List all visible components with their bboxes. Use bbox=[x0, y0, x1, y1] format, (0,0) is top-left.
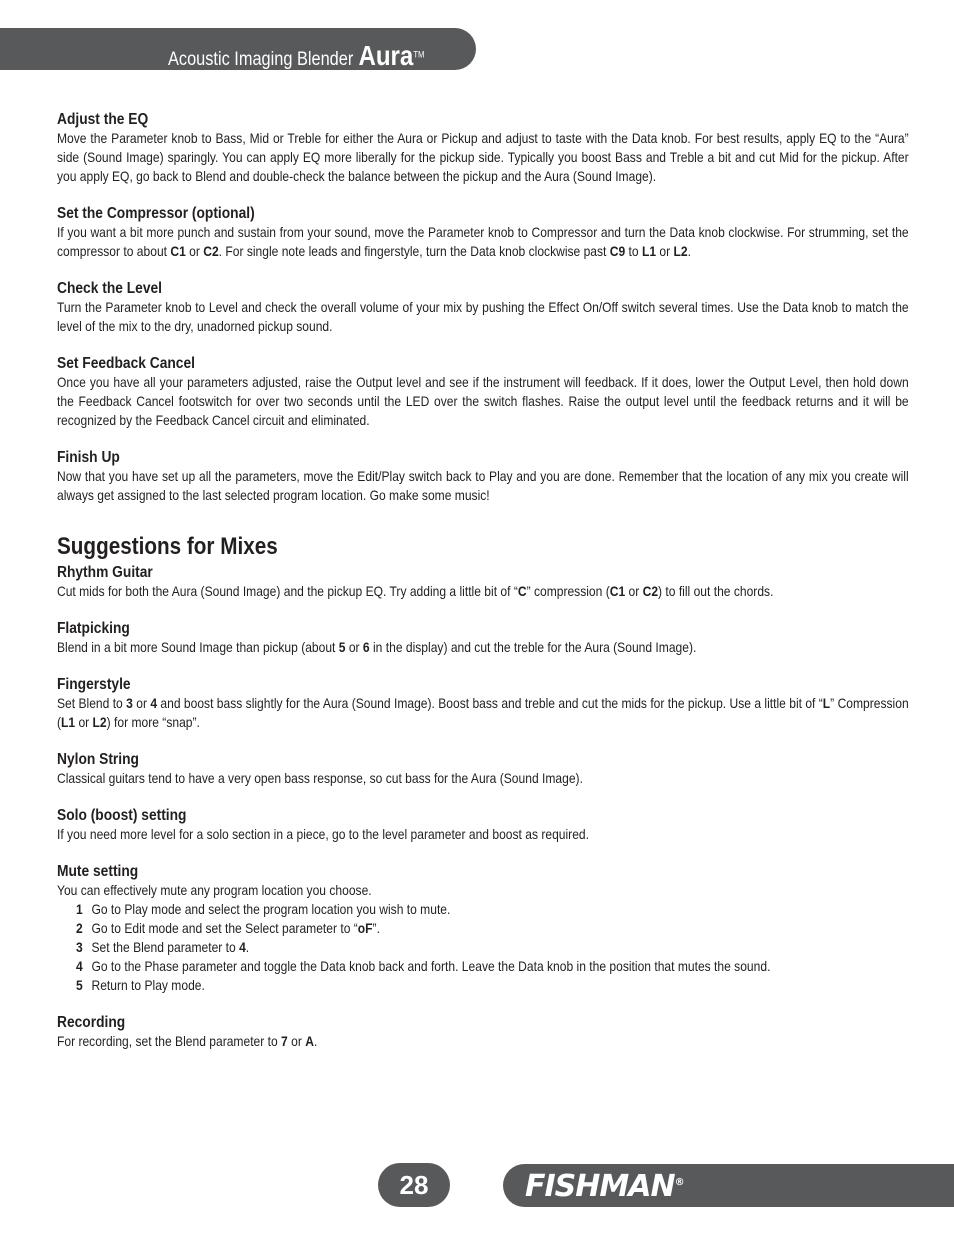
bold-value: L bbox=[822, 695, 831, 711]
bold-value: L1 bbox=[61, 714, 76, 730]
section-solo-boost-setting bbox=[57, 806, 909, 844]
text-run: Move the Parameter knob to Bass, Mid or Treble for either the Aura or Pickup and adjust to taste with the Data knob. For best results, apply EQ to the “Aura” side (Sound Image) sparingly. You can apply EQ more liberally for the pickup side. Typically you boost Bass and Treble a bit and cut Mid for the pickup. After you apply EQ, go back to Blend and double-check the balance between the pickup and the Aura (Sound Image). bbox=[57, 130, 909, 184]
text-run: . For single note leads and fingerstyle, turn the Data knob clockwise past bbox=[218, 243, 610, 259]
page-number: 28 bbox=[378, 1163, 450, 1207]
text-run: Set the Blend parameter to bbox=[91, 939, 240, 955]
section-title: Recording bbox=[57, 1014, 126, 1031]
step-number: 4 bbox=[75, 958, 83, 974]
text-run: ) to fill out the chords. bbox=[658, 583, 774, 599]
section-rhythm-guitar bbox=[57, 563, 909, 601]
bold-value: 4 bbox=[150, 695, 158, 711]
text-run: ” compression ( bbox=[526, 583, 610, 599]
mix-sections bbox=[57, 563, 909, 1051]
step-number: 2 bbox=[75, 920, 83, 936]
step-number: 3 bbox=[75, 939, 83, 955]
text-run: If you need more level for a solo section in a piece, go to the level parameter and boost as required. bbox=[57, 826, 589, 842]
text-run: or bbox=[345, 639, 363, 655]
bold-value: oF bbox=[357, 920, 373, 936]
text-run: . bbox=[245, 939, 250, 955]
section-set-feedback-cancel bbox=[57, 354, 909, 430]
section-recording bbox=[57, 1013, 909, 1051]
section-check-the-level bbox=[57, 279, 909, 336]
section-text bbox=[57, 467, 909, 505]
text-run: Blend in a bit more Sound Image than pickup (about bbox=[57, 639, 339, 655]
list-item bbox=[57, 900, 909, 919]
text-run: or bbox=[656, 243, 674, 259]
setup-sections bbox=[57, 110, 909, 505]
text-run: Go to Edit mode and set the Select parameter to “ bbox=[91, 920, 358, 936]
bold-value: C2 bbox=[203, 243, 219, 259]
bold-value: A bbox=[305, 1033, 314, 1049]
step-number: 5 bbox=[75, 977, 83, 993]
section-title: Check the Level bbox=[57, 280, 163, 297]
section-text bbox=[57, 694, 909, 732]
text-run: or bbox=[625, 583, 643, 599]
section-text bbox=[57, 582, 909, 601]
text-run: ”. bbox=[372, 920, 380, 936]
bold-value: 6 bbox=[362, 639, 370, 655]
list-item bbox=[57, 938, 909, 957]
registered-mark: ® bbox=[674, 1177, 684, 1188]
section-mute-setting bbox=[57, 862, 909, 995]
header-label: Acoustic Imaging Blender bbox=[168, 49, 354, 70]
text-run: Cut mids for both the Aura (Sound Image) and the pickup EQ. Try adding a little bit of “ bbox=[57, 583, 518, 599]
step-text bbox=[91, 919, 379, 938]
header-brand: Aura bbox=[358, 40, 414, 71]
section-finish-up bbox=[57, 448, 909, 505]
text-run: . bbox=[687, 243, 691, 259]
section-text bbox=[57, 298, 909, 336]
bold-value: L2 bbox=[673, 243, 688, 259]
section-text bbox=[57, 223, 909, 261]
list-item bbox=[57, 957, 909, 976]
section-text bbox=[57, 769, 909, 788]
section-nylon-string bbox=[57, 750, 909, 788]
header-tab bbox=[0, 28, 476, 70]
text-run: Turn the Parameter knob to Level and check the overall volume of your mix by pushing the Effect On/Off switch several times. Use the Data knob to match the level of the mix to the dry, unadorned pickup sound. bbox=[57, 299, 909, 334]
section-text bbox=[57, 129, 909, 186]
section-title: Set Feedback Cancel bbox=[57, 355, 195, 372]
text-run: Classical guitars tend to have a very open bass response, so cut bass for the Aura (Sound Image). bbox=[57, 770, 583, 786]
text-run: Now that you have set up all the parameters, move the Edit/Play switch back to Play and you are done. Remember that the location of any mix you create will always get assigned to the last selected program location. Go make some music! bbox=[57, 468, 909, 503]
section-title: Flatpicking bbox=[57, 620, 130, 637]
step-text bbox=[91, 957, 770, 976]
section-title: Adjust the EQ bbox=[57, 111, 149, 128]
text-run: ” Compression ( bbox=[57, 695, 909, 730]
bold-value: C1 bbox=[170, 243, 186, 259]
text-run: and boost bass slightly for the Aura (Sound Image). Boost bass and treble and cut the mids for the pickup. Use a little bit of “ bbox=[157, 695, 823, 711]
section-title: Rhythm Guitar bbox=[57, 564, 153, 581]
text-run: to bbox=[625, 243, 642, 259]
section-text bbox=[57, 638, 909, 657]
section-set-the-compressor-optional bbox=[57, 204, 909, 261]
section-flatpicking bbox=[57, 619, 909, 657]
text-run: Return to Play mode. bbox=[91, 977, 205, 993]
fishman-logo bbox=[525, 1169, 684, 1204]
section-title: Finish Up bbox=[57, 449, 120, 466]
bold-value: L2 bbox=[92, 714, 107, 730]
step-text bbox=[91, 900, 450, 919]
section-title: Mute setting bbox=[57, 863, 139, 880]
header-trademark: TM bbox=[413, 49, 425, 60]
bold-value: 7 bbox=[281, 1033, 288, 1049]
list-item bbox=[57, 919, 909, 938]
text-run: or bbox=[185, 243, 204, 259]
bold-value: C9 bbox=[609, 243, 626, 259]
header-title bbox=[168, 40, 424, 72]
text-run: or bbox=[287, 1033, 306, 1049]
step-text bbox=[91, 976, 204, 995]
text-run: Go to the Phase parameter and toggle the Data knob back and forth. Leave the Data knob in the position that mutes the sound. bbox=[91, 958, 771, 974]
section-text bbox=[57, 1032, 909, 1051]
bold-value: C2 bbox=[642, 583, 659, 599]
bold-value: 3 bbox=[126, 695, 133, 711]
text-run: Once you have all your parameters adjusted, raise the Output level and see if the instrument will feedback. If it does, lower the Output Level, then hold down the Feedback Cancel footswitch for over two seconds until the LED over the switch flashes. Raise the output level until the feedback returns and it will be recognized by the Feedback Cancel circuit and eliminated. bbox=[57, 374, 909, 428]
section-title: Nylon String bbox=[57, 751, 139, 768]
step-number: 1 bbox=[75, 901, 83, 917]
text-run: Go to Play mode and select the program location you wish to mute. bbox=[91, 901, 451, 917]
bold-value: 4 bbox=[239, 939, 246, 955]
text-run: or bbox=[132, 695, 151, 711]
text-run: ) for more “snap”. bbox=[106, 714, 200, 730]
section-fingerstyle bbox=[57, 675, 909, 732]
step-text bbox=[91, 938, 249, 957]
text-run: . bbox=[313, 1033, 318, 1049]
fishman-logo-text: FISHMAN bbox=[525, 1169, 675, 1204]
steps-list bbox=[57, 900, 909, 995]
bold-value: C1 bbox=[609, 583, 626, 599]
mixes-heading: Suggestions for Mixes bbox=[57, 533, 278, 560]
bold-value: 5 bbox=[338, 639, 346, 655]
section-title: Set the Compressor (optional) bbox=[57, 205, 255, 222]
section-title: Solo (boost) setting bbox=[57, 807, 187, 824]
section-text bbox=[57, 373, 909, 430]
footer-bar bbox=[503, 1164, 954, 1207]
section-text bbox=[57, 881, 909, 900]
section-text bbox=[57, 825, 909, 844]
list-item bbox=[57, 976, 909, 995]
section-adjust-the-eq bbox=[57, 110, 909, 186]
text-run: If you want a bit more punch and sustain from your sound, move the Parameter knob to Compressor and turn the Data knob clockwise. For strumming, set the compressor to about bbox=[57, 224, 909, 259]
text-run: For recording, set the Blend parameter to bbox=[57, 1033, 282, 1049]
text-run: or bbox=[75, 714, 93, 730]
text-run: You can effectively mute any program location you choose. bbox=[57, 882, 372, 898]
bold-value: L1 bbox=[641, 243, 657, 259]
body-wrap bbox=[57, 110, 909, 1051]
bold-value: C bbox=[517, 583, 527, 599]
section-title: Fingerstyle bbox=[57, 676, 131, 693]
text-run: in the display) and cut the treble for the Aura (Sound Image). bbox=[369, 639, 697, 655]
text-run: Set Blend to bbox=[57, 695, 127, 711]
page-content bbox=[57, 110, 908, 1069]
